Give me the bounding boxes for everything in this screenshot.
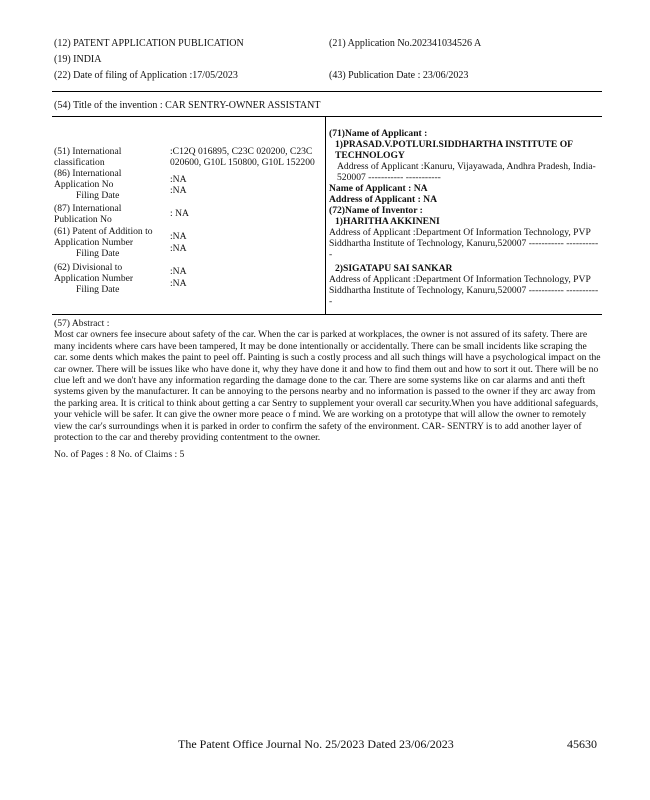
country: (19) INDIA [54,54,102,65]
inventor-1-name: 1)HARITHA AKKINENI [335,216,440,227]
column-divider [325,116,326,314]
divisional-filing-date-value: :NA [170,278,187,289]
invention-title: (54) Title of the invention : CAR SENTRY-OWNER ASSISTANT [54,100,321,111]
applicant-heading: (71)Name of Applicant : [329,128,428,139]
inventor-2-address: Address of Applicant :Department Of Information Technology, PVP Siddhartha Institute of Technology, Kanuru,520007 ----------- ----------- [329,274,599,307]
intl-publication-value: : NA [170,208,189,219]
divisional-filing-date-label: Filing Date [76,284,120,295]
applicant-inventor-block [329,128,601,307]
application-number: (21) Application No.202341034526 A [329,38,482,49]
divisional-label: (62) Divisional to Application Number [54,262,134,284]
intl-application-value: :NA [170,174,187,185]
intl-classification-label: (51) International classification [54,146,122,168]
divider [52,314,602,315]
publication-type: (12) PATENT APPLICATION PUBLICATION [54,38,244,49]
intl-application-label: (86) International Application No [54,168,122,190]
abstract-text: Most car owners fee insecure about safety of the car. When the car is parked at workplaces, the owner is not assured of its safety. There are many incidents where cars have been tampered, It may be done intentionally or accidentally. There can be small incidents like scraping the car. some dents which makes the paint to peel off. Painting is such a costly process and all such things will have a psychological impact on the car owner. There will be issues like who have done it, why they have done it and how to find them out and how to sort it out. There will be no clue left and we don't have any information regarding the damage done to the car. There are some systems like on car alarms and anti theft systems given by the manufacturer. It can be annoying to the persons nearby and no information is passed to the owner if they arc away from the parking area. It is critical to think about getting a car Sentry to supplement your overall car security.When you have additional safeguards, your vehicle will be safer. It can give the owner more peace o f mind. We are working on a prototype that will allow the owner to remotely view the car's surroundings when it is parked in order to confirm the safety of the environment. CAR- SENTRY is to add another layer of protection to the car and thereby providing contentment to the owner. [54,329,601,444]
journal-footer: The Patent Office Journal No. 25/2023 Dated 23/06/2023 [178,737,454,751]
page-number: 45630 [567,737,597,751]
divider [52,116,602,117]
pages-claims: No. of Pages : 8 No. of Claims : 5 [54,449,185,461]
addition-filing-date-label: Filing Date [76,248,120,259]
applicant-2-address: Address of Applicant : NA [329,194,438,205]
intl-application-filing-date-label: Filing Date [76,190,120,201]
intl-classification-value: :C12Q 016895, C23C 020200, C23C 020600, G10L 150800, G10L 152200 [170,146,315,168]
intl-publication-label: (87) International Publication No [54,203,122,225]
patent-of-addition-value: :NA [170,231,187,242]
divider [52,91,602,92]
addition-filing-date-value: :NA [170,243,187,254]
abstract-section [54,318,602,461]
applicant-2-name: Name of Applicant : NA [329,183,428,194]
publication-date: (43) Publication Date : 23/06/2023 [329,70,469,81]
patent-of-addition-label: (61) Patent of Addition to Application Number [54,226,153,248]
applicant-1-name: 1)PRASAD.V.POTLURI.SIDDHARTHA INSTITUTE OF TECHNOLOGY [335,139,573,161]
inventor-1-address: Address of Applicant :Department Of Information Technology, PVP Siddhartha Institute of Technology, Kanuru,520007 ----------- ----------- [329,227,599,260]
intl-application-filing-date-value: :NA [170,185,187,196]
abstract-heading: (57) Abstract : [54,318,110,329]
filing-date: (22) Date of filing of Application :17/05/2023 [54,70,238,81]
inventor-2-name: 2)SIGATAPU SAI SANKAR [335,263,453,274]
applicant-1-address: Address of Applicant :Kanuru, Vijayawada, Andhra Pradesh, India-520007 ----------- ----------- [337,161,596,183]
divisional-value: :NA [170,266,187,277]
inventor-heading: (72)Name of Inventor : [329,205,423,216]
